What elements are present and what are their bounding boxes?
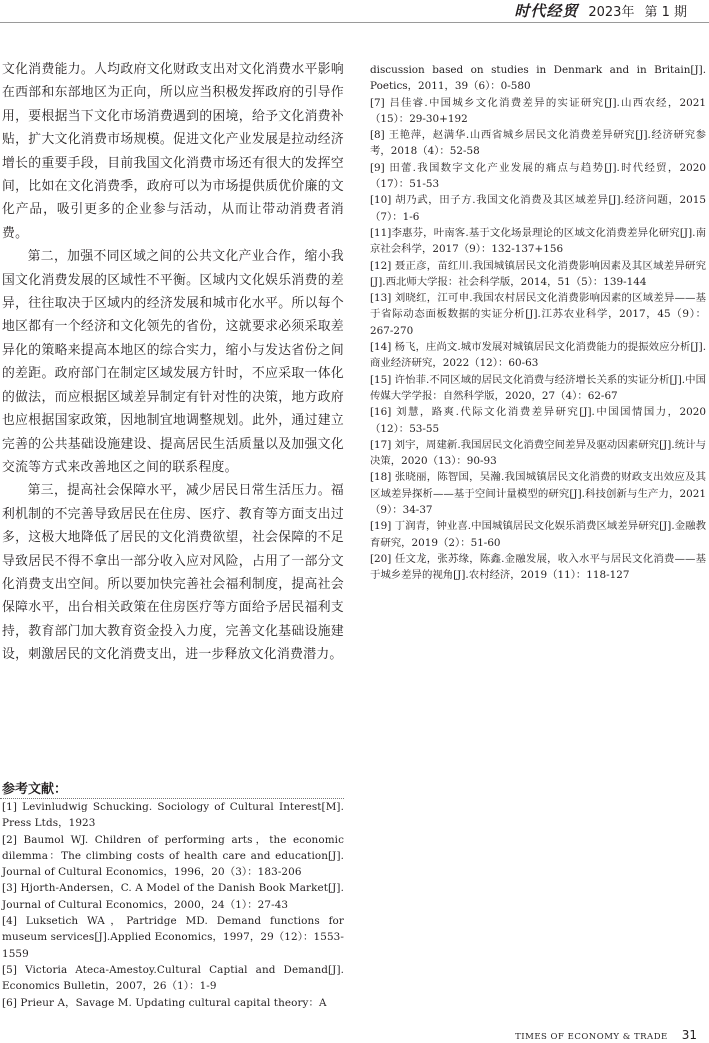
reference-item: [5] Victoria Ateca-Amestoy.Cultural Captial and Demand[J]. Economics Bulletin，2007，26（1）：1-9 <box>2 963 344 993</box>
reference-item: [17] 刘宇，周建新.我国居民文化消费空间差异及驱动因素研究[J].统计与决策，2020（13）：90-93 <box>370 438 706 468</box>
body-paragraph: 第三，提高社会保障水平，减少居民日常生活压力。福利机制的不完善导致居民在住房、医疗、教育等方面支出过多，这极大地降低了居民的文化消费欲望，社会保障的不足导致居民不得不拿出一部分收入应对风险，占用了一部分文化消费支出空间。所以要加快完善社会福利制度，提高社会保障水平，出台相关政策在住房医疗等方面给予居民福利支持，教育部门加大教育资金投入力度，完善文化基础设施建设，刺激居民的文化消费支出，进一步释放文化消费潜力。 <box>2 483 344 663</box>
reference-item: [15] 许怡菲.不同区域的居民文化消费与经济增长关系的实证分析[J].中国传媒大学学报：自然科学版，2020，27（4）：62-67 <box>370 373 706 402</box>
references-list-left <box>2 799 344 1011</box>
header-divider <box>0 22 709 23</box>
reference-item: [20] 任文龙，张苏缘，陈鑫.金融发展，收入水平与居民文化消费——基于城乡差异的视角[J].农村经济，2019（11）：118-127 <box>370 552 706 582</box>
reference-item: [19] 丁润青，钟业喜.中国城镇居民文化娱乐消费区域差异研究[J].金融教育研究，2019（2）：51-60 <box>370 520 706 549</box>
reference-item: [3] Hjorth-Andersen，C. A Model of the Danish Book Market[J]. Journal of Cultural Economics，2000，24（1）：27-43 <box>2 882 344 911</box>
references-heading: 参考文献： <box>2 782 68 797</box>
reference-item: [1] Levinludwig Schucking. Sociology of Cultural Interest[M]. Press Ltds，1923 <box>2 801 344 830</box>
body-paragraph: 文化消费能力。人均政府文化财政支出对文化消费水平影响在西部和东部地区为正向，所以应当积极发挥政府的引导作用，要根据当下文化市场消费遇到的困境，给予文化消费补贴，扩大文化消费市场规模。促进文化产业发展是拉动经济增长的重要手段，目前我国文化消费市场还有很大的发挥空间，比如在文化消费季，政府可以为市场提供质优价廉的文化产品，吸引更多的企业参与活动，从而让带动消费者消费。 <box>2 62 344 241</box>
journal-issue: 第 1 期 <box>644 4 687 20</box>
reference-item: [7] 吕佳睿.中国城乡文化消费差异的实证研究[J].山西农经，2021（15）：29-30+192 <box>370 96 706 125</box>
left-column-body <box>2 58 344 667</box>
reference-item: [10] 胡乃武，田子方.我国文化消费及其区域差异[J].经济问题，2015（7）：1-6 <box>370 194 706 223</box>
reference-item: [6] Prieur A，Savage M. Updating cultural capital theory：A <box>2 996 327 1009</box>
page-header <box>514 0 687 20</box>
reference-item: [16] 刘慧，路爽.代际文化消费差异研究[J].中国国情国力，2020（12）：53-55 <box>370 406 706 435</box>
reference-item: discussion based on studies in Denmark and in Britain[J]. Poetics，2011，39（6）：0-580 <box>370 64 706 93</box>
footer-brand: TIMES OF ECONOMY & TRADE <box>515 1032 668 1042</box>
reference-item: [4] Luksetich WA，Partridge MD. Demand functions for museum services[J].Applied Economics，1997，29（12）：1553-1559 <box>2 915 344 960</box>
reference-item: [11]李惠芬，叶南客.基于文化场景理论的区域文化消费差异化研究[J].南京社会科学，2017（9）：132-137+156 <box>370 226 706 256</box>
body-paragraph: 第二，加强不同区域之间的公共文化产业合作，缩小我国文化消费发展的区域性不平衡。区域内文化娱乐消费的差异，往往取决于区域内的经济发展和城市化水平。所以每个地区都有一个经济和文化领先的省份，这就要求必须采取差异化的策略来提高本地区的综合实力，缩小与发达省份之间的差距。政府部门在制定区域发展方针时，不应采取一体化的做法，而应根据区域差异制定有针对性的决策，地方政府也应根据国家政策，因地制宜地调整规划。此外，通过建立完善的公共基础设施建设、提高居民生活质量以及加强文化交流等方式来改善地区之间的联系程度。 <box>2 249 344 475</box>
reference-item: [9] 田蕾.我国数字文化产业发展的痛点与趋势[J].时代经贸，2020（17）：51-53 <box>370 161 706 191</box>
reference-item: [13] 刘晓红，江可申.我国农村居民文化消费影响因素的区域差异——基于省际动态面板数据的实证分析[J].江苏农业科学，2017，45（9）：267-270 <box>370 292 706 337</box>
journal-year: 2023年 <box>588 4 635 20</box>
references-list-right <box>370 62 706 584</box>
reference-item: [18] 张晓丽，陈智国，吴瀚.我国城镇居民文化消费的财政支出效应及其区域差异探析——基于空间计量模型的研究[J].科技创新与生产力，2021（9）：34-37 <box>370 471 706 517</box>
page-footer <box>515 1028 697 1042</box>
reference-item: [2] Baumol WJ. Children of performing arts，the economic dilemma：The climbing costs of health care and education[J]. Journal of Cultural Economics，1996，20（3）：183-206 <box>2 833 344 879</box>
page-number: 31 <box>681 1028 697 1042</box>
reference-item: [12] 聂正彦，苗红川.我国城镇居民文化消费影响因素及其区域差异研究[J].西北师大学报：社会科学版，2014，51（5）：139-144 <box>370 259 706 288</box>
journal-name: 时代经贸 <box>514 1 579 20</box>
reference-item: [8] 王艳萍，赵满华.山西省城乡居民文化消费差异研究[J].经济研究参考，2018（4）：52-58 <box>370 129 706 158</box>
reference-item: [14] 杨飞，庄尚文.城市发展对城镇居民文化消费能力的提振效应分析[J].商业经济研究，2022（12）：60-63 <box>370 341 706 370</box>
